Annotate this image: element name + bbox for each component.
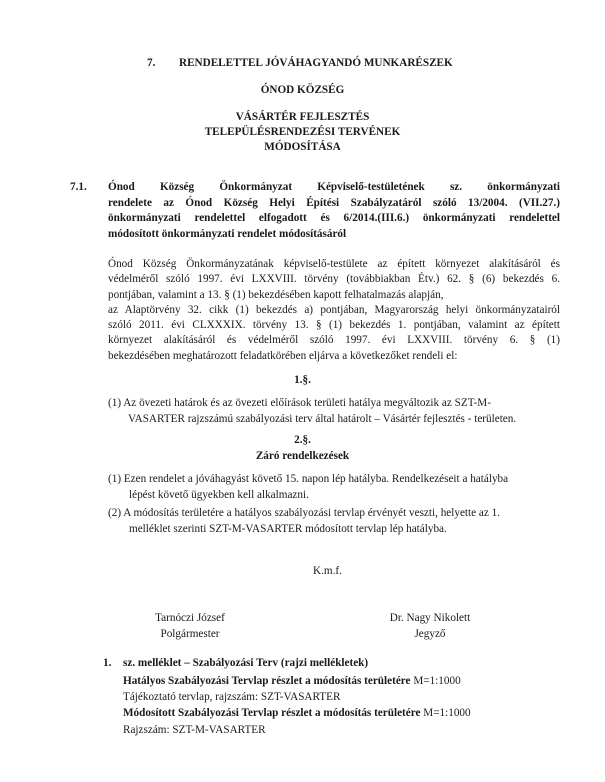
decree-number: 7.1. <box>70 181 87 193</box>
decree-heading-line: önkormányzati rendelettel elfogadott és 6/2014.(III.6.) önkormányzati rendelettel <box>108 212 560 224</box>
paragraph-1-line: VASARTER rajzszámú szabályozási terv által határolt – Vásártér fejlesztés - területen. <box>128 413 517 425</box>
paragraph-2-item-1 <box>108 471 560 503</box>
paragraph-1-line: (1) Az övezeti határok és az övezeti előírások területi hatálya megváltozik az SZT-M- <box>108 397 491 409</box>
preamble-line: az Alaptörvény 32. cikk (1) bekezdés a) pontjában, Magyarország helyi önkormányzatairól <box>108 303 560 316</box>
section-number: 7. <box>147 57 156 69</box>
decree-heading-line: rendelete az Ónod Község Helyi Építési Szabályzatáról szóló 13/2004. (VII.27.) <box>108 196 560 209</box>
preamble <box>108 257 560 364</box>
preamble-line: szóló 2011. évi CLXXXIX. törvény 13. § (1) bekezdés 1. pontjában, valamint az épített <box>108 319 560 332</box>
plan-title-line-3: MÓDOSÍTÁSA <box>264 141 341 153</box>
paragraph-2-line: (2) A módosítás területére a hatályos szabályozási tervlap érvényét veszti, helyette az 1. <box>108 507 501 519</box>
paragraph-2-title: 2.§. <box>294 434 311 446</box>
paragraph-2-line: melléklet szerinti SZT-M-VASARTER módosított tervlap lép hatályba. <box>129 523 447 535</box>
decree-heading <box>108 180 560 242</box>
paragraph-1-title: 1.§. <box>294 374 311 386</box>
plan-title <box>0 110 605 155</box>
signature-name: Tarnóczi József <box>155 612 225 624</box>
preamble-line: pontjában, valamint a 13. § (1) bekezdésében kapott felhatalmazás alapján, <box>108 288 444 301</box>
annex-items <box>123 673 471 738</box>
paragraph-1-text <box>108 395 560 427</box>
preamble-line: bekezdésében meghatározott feladatkörében eljárva a következőket rendeli el: <box>108 349 458 362</box>
paragraph-2-line: lépést követő ügyekben kell alkalmazni. <box>129 489 309 501</box>
decree-heading-line: módosított önkormányzati rendelet módosításáról <box>108 227 347 240</box>
annex-item: Rajzszám: SZT-M-VASARTER <box>123 723 266 736</box>
plan-title-line-1: VÁSÁRTÉR FEJLESZTÉS <box>235 111 370 123</box>
paragraph-2-subtitle: Záró rendelkezések <box>255 450 350 462</box>
signature-role: Jegyző <box>414 627 446 640</box>
signature-name: Dr. Nagy Nikolett <box>389 612 471 624</box>
preamble-line: védelméről szóló 1997. évi LXXVIII. törvény (továbbiakban Étv.) 62. § (6) bekezdés 6. <box>108 273 560 286</box>
annex-number: 1. <box>103 657 112 669</box>
paragraph-2-line: (1) Ezen rendelet a jóváhagyást követő 15. napon lép hatályba. Rendelkezéseit a hatályba <box>108 473 509 485</box>
decree-heading-line: Ónod Község Önkormányzat Képviselő-testületének sz. önkormányzati <box>108 181 560 193</box>
signature-notary <box>370 611 490 642</box>
section-title: RENDELETTEL JÓVÁHAGYANDÓ MUNKARÉSZEK <box>179 57 453 69</box>
paragraph-2-item-2 <box>108 505 560 537</box>
preamble-line: Ónod Község Önkormányzatának képviselő-testülete az épített környezet alakításáról és <box>108 258 560 270</box>
annex-item: Hatályos Szabályozási Tervlap részlet a módosítás területére M=1:1000 <box>123 675 461 687</box>
annex-title: sz. melléklet – Szabályozási Terv (rajzi mellékletek) <box>123 657 369 669</box>
plan-title-line-2: TELEPÜLÉSRENDEZÉSI TERVÉNEK <box>204 126 401 138</box>
preamble-line: környezet alakításáról és védelméről szóló 1997. évi LXXVIII. törvény 6. § (1) <box>108 334 560 347</box>
signature-mayor <box>130 611 250 642</box>
kmf-text: K.m.f. <box>313 565 342 577</box>
annex-item: Tájékoztató tervlap, rajzszám: SZT-VASARTER <box>123 691 341 704</box>
annex-item: Módosított Szabályozási Tervlap részlet a módosítás területére M=1:1000 <box>123 707 471 720</box>
municipality-title: ÓNOD KÖZSÉG <box>260 84 345 96</box>
signature-role: Polgármester <box>160 627 220 640</box>
